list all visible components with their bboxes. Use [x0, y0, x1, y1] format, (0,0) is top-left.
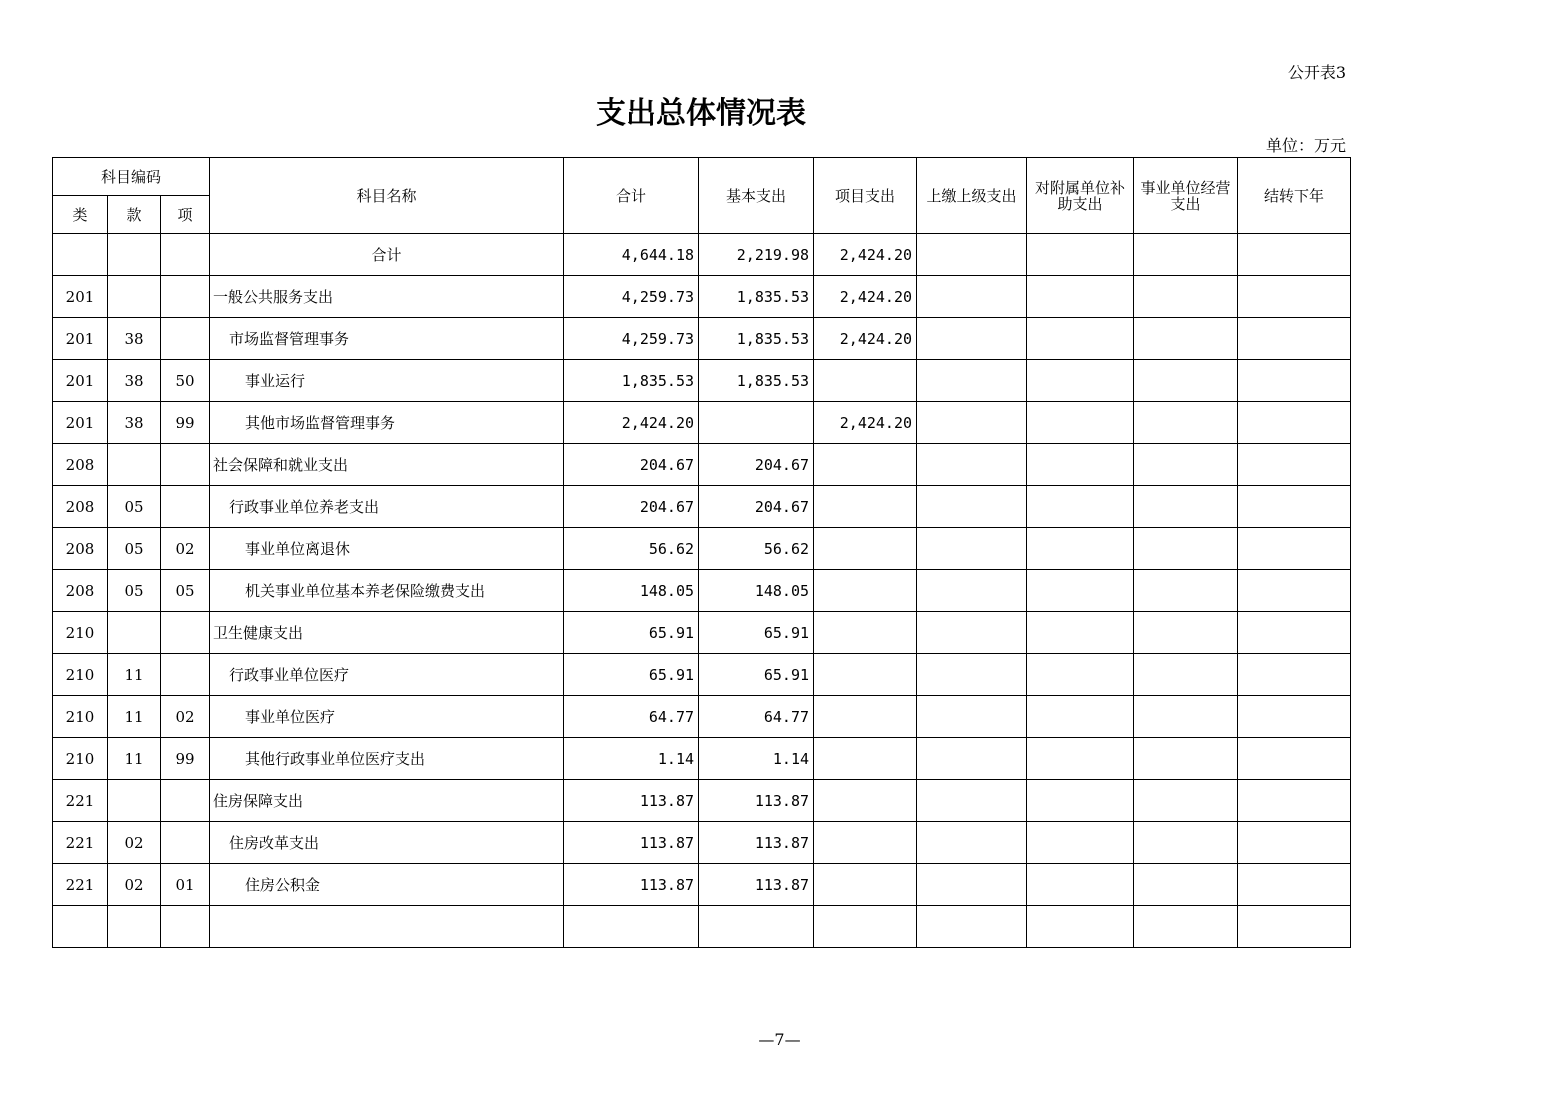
cell-subject-name: 社会保障和就业支出 — [210, 444, 564, 486]
cell-kuan: 11 — [108, 654, 161, 696]
cell-basic: 56.62 — [699, 528, 814, 570]
cell-xiang: 99 — [161, 402, 210, 444]
cell-operation — [1134, 906, 1238, 948]
cell-subject-name: 事业单位离退休 — [210, 528, 564, 570]
cell-subsidy — [1027, 780, 1134, 822]
cell-total: 113.87 — [564, 864, 699, 906]
cell-total — [564, 906, 699, 948]
cell-total: 64.77 — [564, 696, 699, 738]
cell-total: 204.67 — [564, 444, 699, 486]
cell-subject-name: 合计 — [210, 234, 564, 276]
cell-xiang — [161, 234, 210, 276]
cell-operation — [1134, 612, 1238, 654]
cell-basic: 1,835.53 — [699, 276, 814, 318]
cell-project — [814, 864, 917, 906]
table-row — [53, 822, 1351, 864]
cell-carryover — [1238, 486, 1351, 528]
cell-project — [814, 570, 917, 612]
cell-operation — [1134, 360, 1238, 402]
table-row — [53, 360, 1351, 402]
cell-carryover — [1238, 234, 1351, 276]
cell-subsidy — [1027, 822, 1134, 864]
cell-total: 204.67 — [564, 486, 699, 528]
cell-upper — [917, 528, 1027, 570]
header-xiang: 项 — [161, 196, 210, 234]
cell-subsidy — [1027, 696, 1134, 738]
cell-subsidy — [1027, 486, 1134, 528]
cell-operation — [1134, 318, 1238, 360]
header-total: 合计 — [564, 158, 699, 234]
cell-lei: 221 — [53, 822, 108, 864]
cell-kuan — [108, 906, 161, 948]
table-row — [53, 276, 1351, 318]
cell-carryover — [1238, 696, 1351, 738]
cell-subsidy — [1027, 444, 1134, 486]
cell-subject-name — [210, 906, 564, 948]
cell-carryover — [1238, 276, 1351, 318]
cell-upper — [917, 570, 1027, 612]
cell-subject-name: 其他市场监督管理事务 — [210, 402, 564, 444]
header-project-expenditure: 项目支出 — [814, 158, 917, 234]
cell-operation — [1134, 822, 1238, 864]
cell-basic — [699, 906, 814, 948]
unit-label: 单位：万元 — [1265, 136, 1346, 155]
cell-kuan — [108, 444, 161, 486]
cell-operation — [1134, 276, 1238, 318]
cell-lei: 210 — [53, 654, 108, 696]
cell-project — [814, 696, 917, 738]
cell-basic: 1,835.53 — [699, 360, 814, 402]
cell-subject-name: 其他行政事业单位医疗支出 — [210, 738, 564, 780]
cell-lei: 208 — [53, 444, 108, 486]
cell-subsidy — [1027, 360, 1134, 402]
cell-kuan: 38 — [108, 360, 161, 402]
cell-upper — [917, 696, 1027, 738]
cell-project — [814, 612, 917, 654]
form-number-label: 公开表3 — [1287, 63, 1346, 82]
cell-carryover — [1238, 570, 1351, 612]
cell-lei: 201 — [53, 402, 108, 444]
cell-upper — [917, 360, 1027, 402]
cell-lei: 210 — [53, 612, 108, 654]
cell-carryover — [1238, 822, 1351, 864]
cell-upper — [917, 864, 1027, 906]
cell-project: 2,424.20 — [814, 276, 917, 318]
table-row — [53, 402, 1351, 444]
cell-carryover — [1238, 654, 1351, 696]
cell-upper — [917, 276, 1027, 318]
cell-subject-name: 行政事业单位医疗 — [210, 654, 564, 696]
cell-basic: 204.67 — [699, 486, 814, 528]
cell-subject-name: 住房改革支出 — [210, 822, 564, 864]
table-row — [53, 318, 1351, 360]
cell-operation — [1134, 528, 1238, 570]
cell-project: 2,424.20 — [814, 318, 917, 360]
header-upper-remittance: 上缴上级支出 — [917, 158, 1027, 234]
table-header — [53, 158, 1351, 234]
cell-operation — [1134, 864, 1238, 906]
table-row — [53, 528, 1351, 570]
cell-basic: 1,835.53 — [699, 318, 814, 360]
cell-lei — [53, 234, 108, 276]
cell-subsidy — [1027, 318, 1134, 360]
cell-lei: 221 — [53, 864, 108, 906]
cell-carryover — [1238, 318, 1351, 360]
cell-project — [814, 738, 917, 780]
cell-subsidy — [1027, 402, 1134, 444]
cell-project — [814, 906, 917, 948]
cell-subsidy — [1027, 906, 1134, 948]
cell-total: 1,835.53 — [564, 360, 699, 402]
table-row — [53, 234, 1351, 276]
cell-operation — [1134, 654, 1238, 696]
cell-total: 4,259.73 — [564, 276, 699, 318]
cell-subject-name: 住房保障支出 — [210, 780, 564, 822]
table-row — [53, 654, 1351, 696]
cell-total: 1.14 — [564, 738, 699, 780]
cell-upper — [917, 822, 1027, 864]
cell-carryover — [1238, 612, 1351, 654]
cell-subsidy — [1027, 654, 1134, 696]
cell-carryover — [1238, 444, 1351, 486]
cell-subsidy — [1027, 276, 1134, 318]
cell-basic: 65.91 — [699, 654, 814, 696]
cell-kuan — [108, 234, 161, 276]
cell-subject-name: 一般公共服务支出 — [210, 276, 564, 318]
cell-operation — [1134, 486, 1238, 528]
table-row — [53, 612, 1351, 654]
cell-xiang — [161, 822, 210, 864]
cell-carryover — [1238, 864, 1351, 906]
cell-xiang: 01 — [161, 864, 210, 906]
cell-project — [814, 444, 917, 486]
cell-xiang: 99 — [161, 738, 210, 780]
table-row — [53, 696, 1351, 738]
cell-kuan — [108, 780, 161, 822]
expenditure-table — [52, 157, 1351, 948]
cell-operation — [1134, 696, 1238, 738]
header-basic-expenditure: 基本支出 — [699, 158, 814, 234]
cell-subsidy — [1027, 528, 1134, 570]
cell-kuan — [108, 276, 161, 318]
table-row — [53, 486, 1351, 528]
cell-subsidy — [1027, 864, 1134, 906]
cell-upper — [917, 906, 1027, 948]
cell-subsidy — [1027, 570, 1134, 612]
cell-subject-name: 事业单位医疗 — [210, 696, 564, 738]
cell-total: 65.91 — [564, 612, 699, 654]
cell-subject-name: 市场监督管理事务 — [210, 318, 564, 360]
cell-operation — [1134, 780, 1238, 822]
cell-operation — [1134, 738, 1238, 780]
cell-upper — [917, 444, 1027, 486]
cell-carryover — [1238, 402, 1351, 444]
cell-kuan: 02 — [108, 822, 161, 864]
cell-xiang: 02 — [161, 528, 210, 570]
cell-total: 65.91 — [564, 654, 699, 696]
cell-upper — [917, 318, 1027, 360]
header-kuan: 款 — [108, 196, 161, 234]
cell-xiang — [161, 318, 210, 360]
cell-upper — [917, 654, 1027, 696]
cell-subject-name: 机关事业单位基本养老保险缴费支出 — [210, 570, 564, 612]
cell-basic: 64.77 — [699, 696, 814, 738]
cell-subsidy — [1027, 234, 1134, 276]
cell-lei: 208 — [53, 528, 108, 570]
cell-xiang — [161, 906, 210, 948]
cell-xiang: 50 — [161, 360, 210, 402]
cell-kuan: 05 — [108, 528, 161, 570]
cell-lei: 208 — [53, 570, 108, 612]
cell-lei: 201 — [53, 318, 108, 360]
table-body — [53, 234, 1351, 948]
header-code-group: 科目编码 — [53, 158, 210, 196]
cell-subsidy — [1027, 612, 1134, 654]
cell-project — [814, 528, 917, 570]
cell-lei: 210 — [53, 696, 108, 738]
cell-basic: 113.87 — [699, 864, 814, 906]
cell-project — [814, 360, 917, 402]
cell-carryover — [1238, 780, 1351, 822]
cell-subject-name: 行政事业单位养老支出 — [210, 486, 564, 528]
cell-total: 148.05 — [564, 570, 699, 612]
cell-total: 4,259.73 — [564, 318, 699, 360]
cell-project — [814, 780, 917, 822]
cell-lei: 201 — [53, 276, 108, 318]
cell-kuan: 38 — [108, 402, 161, 444]
cell-basic: 113.87 — [699, 780, 814, 822]
page-number: —7— — [758, 1030, 801, 1049]
table-row — [53, 906, 1351, 948]
cell-basic: 2,219.98 — [699, 234, 814, 276]
cell-carryover — [1238, 738, 1351, 780]
cell-kuan: 02 — [108, 864, 161, 906]
cell-subsidy — [1027, 738, 1134, 780]
cell-operation — [1134, 570, 1238, 612]
cell-upper — [917, 486, 1027, 528]
cell-xiang — [161, 486, 210, 528]
cell-subject-name: 事业运行 — [210, 360, 564, 402]
cell-total: 113.87 — [564, 822, 699, 864]
cell-upper — [917, 612, 1027, 654]
cell-xiang: 05 — [161, 570, 210, 612]
cell-operation — [1134, 402, 1238, 444]
cell-kuan: 05 — [108, 486, 161, 528]
cell-upper — [917, 738, 1027, 780]
table-row — [53, 738, 1351, 780]
cell-kuan: 38 — [108, 318, 161, 360]
cell-basic: 204.67 — [699, 444, 814, 486]
cell-lei: 221 — [53, 780, 108, 822]
cell-xiang — [161, 444, 210, 486]
table-row — [53, 864, 1351, 906]
header-operating-expenditure: 事业单位经营支出 — [1134, 158, 1238, 234]
table-row — [53, 780, 1351, 822]
cell-basic: 65.91 — [699, 612, 814, 654]
cell-xiang — [161, 654, 210, 696]
cell-project — [814, 486, 917, 528]
cell-total: 113.87 — [564, 780, 699, 822]
page-title: 支出总体情况表 — [596, 96, 806, 131]
header-lei: 类 — [53, 196, 108, 234]
cell-basic: 113.87 — [699, 822, 814, 864]
cell-xiang — [161, 276, 210, 318]
cell-kuan: 05 — [108, 570, 161, 612]
cell-carryover — [1238, 906, 1351, 948]
cell-kuan: 11 — [108, 696, 161, 738]
cell-project: 2,424.20 — [814, 402, 917, 444]
cell-project — [814, 654, 917, 696]
table-row — [53, 444, 1351, 486]
cell-xiang: 02 — [161, 696, 210, 738]
table-row — [53, 570, 1351, 612]
cell-carryover — [1238, 360, 1351, 402]
cell-upper — [917, 780, 1027, 822]
cell-subject-name: 住房公积金 — [210, 864, 564, 906]
cell-project — [814, 822, 917, 864]
cell-upper — [917, 402, 1027, 444]
header-affiliate-subsidy: 对附属单位补助支出 — [1027, 158, 1134, 234]
cell-subject-name: 卫生健康支出 — [210, 612, 564, 654]
cell-total: 4,644.18 — [564, 234, 699, 276]
cell-kuan: 11 — [108, 738, 161, 780]
cell-lei: 208 — [53, 486, 108, 528]
cell-operation — [1134, 444, 1238, 486]
cell-xiang — [161, 612, 210, 654]
cell-kuan — [108, 612, 161, 654]
cell-basic: 1.14 — [699, 738, 814, 780]
cell-total: 2,424.20 — [564, 402, 699, 444]
cell-carryover — [1238, 528, 1351, 570]
cell-lei: 210 — [53, 738, 108, 780]
cell-project: 2,424.20 — [814, 234, 917, 276]
cell-lei — [53, 906, 108, 948]
header-carryover: 结转下年 — [1238, 158, 1351, 234]
cell-basic: 148.05 — [699, 570, 814, 612]
cell-upper — [917, 234, 1027, 276]
header-subject-name: 科目名称 — [210, 158, 564, 234]
cell-xiang — [161, 780, 210, 822]
cell-basic — [699, 402, 814, 444]
cell-lei: 201 — [53, 360, 108, 402]
cell-operation — [1134, 234, 1238, 276]
cell-total: 56.62 — [564, 528, 699, 570]
